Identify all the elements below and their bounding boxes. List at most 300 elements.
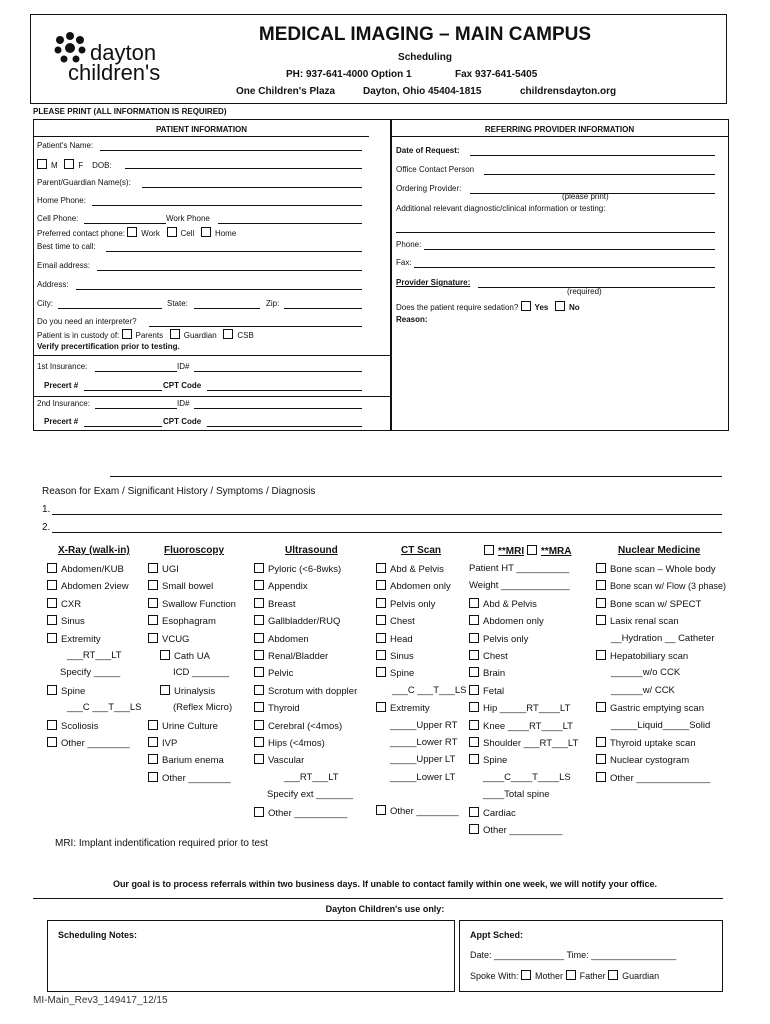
ultrasound-option[interactable] xyxy=(254,598,295,610)
father-checkbox[interactable] xyxy=(566,970,576,980)
interpreter-field[interactable] xyxy=(149,326,362,327)
xray-option-label: Spine xyxy=(61,685,86,697)
fluoro-option[interactable] xyxy=(148,737,177,749)
ultrasound-option[interactable] xyxy=(254,685,357,697)
fluoro-option-label: UGI xyxy=(162,564,179,575)
ultrasound-checkbox[interactable] xyxy=(254,633,264,643)
ct-option-label: Pelvis only xyxy=(390,598,436,610)
reason-2-field[interactable] xyxy=(52,532,722,533)
mri-checkbox[interactable] xyxy=(469,685,479,695)
mri-option[interactable] xyxy=(469,807,516,819)
mri-option[interactable] xyxy=(469,702,570,714)
mri-checkbox[interactable] xyxy=(469,702,479,712)
ct-option[interactable] xyxy=(376,563,444,575)
fluoro-option[interactable] xyxy=(148,563,179,575)
xray-option[interactable] xyxy=(47,685,85,697)
reason-top-line[interactable] xyxy=(110,476,722,477)
reason-label: Reason: xyxy=(396,315,428,324)
additional-info-field[interactable] xyxy=(396,232,715,233)
mra-checkbox[interactable] xyxy=(527,545,537,555)
fluoro-option-label: (Reflex Micro) xyxy=(173,702,233,714)
mri-option-label: Patient HT __________ xyxy=(469,563,570,574)
nuclear-option[interactable] xyxy=(596,737,696,749)
reason-exam-heading: Reason for Exam / Significant History / Symptoms / Diagnosis xyxy=(42,486,316,497)
xray-checkbox[interactable] xyxy=(47,633,57,643)
ct-option-label: Abd & Pelvis xyxy=(390,564,444,575)
mother-checkbox[interactable] xyxy=(521,970,531,980)
zip-field[interactable] xyxy=(284,308,362,309)
reason-1-field[interactable] xyxy=(52,514,722,515)
mri-checkbox[interactable] xyxy=(469,633,479,643)
patient-name-field[interactable] xyxy=(100,150,362,151)
insurance-1-field[interactable] xyxy=(95,371,177,372)
nuclear-option[interactable] xyxy=(596,598,701,610)
mri-option-label: Chest xyxy=(483,651,508,662)
fluoro-option-label: IVP xyxy=(162,738,178,749)
nuclear-option-label: ______w/o CCK xyxy=(611,667,681,679)
nuclear-heading: Nuclear Medicine xyxy=(618,545,701,556)
work-phone-field[interactable] xyxy=(218,223,362,224)
xray-option-label: Specify _____ xyxy=(60,667,121,679)
f-checkbox[interactable] xyxy=(64,159,74,169)
nuclear-option-label: __Hydration __ Catheter xyxy=(611,632,715,644)
ultrasound-option[interactable] xyxy=(254,667,293,679)
verify-note: Verify precertification prior to testing. xyxy=(37,342,180,351)
id-2-label: ID# xyxy=(177,399,190,408)
nuclear-option[interactable] xyxy=(596,754,689,766)
mri-option[interactable] xyxy=(469,650,508,662)
date-request-label: Date of Request: xyxy=(396,146,460,155)
insurance-1-label: 1st Insurance: xyxy=(37,362,88,371)
mri-checkbox[interactable] xyxy=(469,807,479,817)
xray-option[interactable] xyxy=(47,580,129,592)
mri-option-label: Hip _____RT____LT xyxy=(483,703,571,715)
ultrasound-option-label: Abdomen xyxy=(268,633,309,645)
cpt-2-field[interactable] xyxy=(207,426,362,427)
spoke-with-row xyxy=(470,970,659,981)
nuclear-option[interactable] xyxy=(596,650,688,662)
nuclear-checkbox[interactable] xyxy=(596,615,606,625)
mri-note: MRI: Implant indentification required prior to test xyxy=(55,838,268,849)
sedation-no-checkbox[interactable] xyxy=(555,301,565,311)
guardian-option-label: Guardian xyxy=(183,331,217,340)
ultrasound-option-label: Breast xyxy=(268,598,296,610)
ct-heading: CT Scan xyxy=(401,545,442,556)
zip-label: Zip: xyxy=(266,299,280,308)
mri-checkbox[interactable] xyxy=(484,545,494,555)
xray-checkbox[interactable] xyxy=(47,580,57,590)
mri-checkbox[interactable] xyxy=(469,720,479,730)
dob-field[interactable] xyxy=(125,168,362,169)
dob-label: DOB: xyxy=(92,161,112,170)
office-contact-label: Office Contact Person xyxy=(396,165,475,174)
mri-option[interactable] xyxy=(469,633,528,645)
m-label: M xyxy=(51,161,58,170)
ultrasound-option[interactable] xyxy=(254,580,308,592)
ultrasound-checkbox[interactable] xyxy=(254,615,264,625)
ultrasound-checkbox[interactable] xyxy=(254,685,264,695)
address-field[interactable] xyxy=(76,289,362,290)
nuclear-option-label: Hepatobiliary scan xyxy=(610,651,689,662)
home-phone-field[interactable] xyxy=(92,205,362,206)
xray-option xyxy=(60,667,120,678)
no-label: No xyxy=(569,303,580,312)
xray-option[interactable] xyxy=(47,737,130,749)
xray-checkbox[interactable] xyxy=(47,615,57,625)
mri-checkbox[interactable] xyxy=(469,754,479,764)
xray-option-label: Sinus xyxy=(61,616,85,628)
xray-option[interactable] xyxy=(47,633,101,645)
ultrasound-option-label: Appendix xyxy=(268,581,308,593)
xray-checkbox[interactable] xyxy=(47,563,57,573)
xray-option-label: Abdomen 2view xyxy=(61,581,129,593)
fluoro-option-label: Other ________ xyxy=(162,772,231,784)
fluoro-option-label: Barium enema xyxy=(162,755,224,767)
ultrasound-checkbox[interactable] xyxy=(254,720,264,730)
interpreter-label: Do you need an interpreter? xyxy=(37,317,137,326)
mri-option xyxy=(483,772,571,783)
ultrasound-option-label: Gallbladder/RUQ xyxy=(268,616,341,628)
fluoro-option[interactable] xyxy=(148,580,213,592)
ultrasound-checkbox[interactable] xyxy=(254,754,264,764)
ct-option[interactable] xyxy=(376,633,413,645)
mri-option[interactable] xyxy=(469,737,578,749)
nuclear-option-label: Bone scan – Whole body xyxy=(610,564,716,575)
fluoro-option[interactable] xyxy=(148,615,216,627)
ultrasound-checkbox[interactable] xyxy=(254,807,264,817)
fluoro-option[interactable] xyxy=(148,772,231,784)
insurance-2-label: 2nd Insurance: xyxy=(37,399,90,408)
ct-checkbox[interactable] xyxy=(376,805,386,815)
nuclear-checkbox[interactable] xyxy=(596,598,606,608)
ct-option[interactable] xyxy=(376,702,430,714)
xray-option[interactable] xyxy=(47,615,85,627)
ct-option[interactable] xyxy=(376,650,414,662)
ultrasound-checkbox[interactable] xyxy=(254,667,264,677)
mri-option[interactable] xyxy=(469,667,505,679)
scheduling-notes-box[interactable] xyxy=(47,920,455,992)
preferred-label: Preferred contact phone: xyxy=(37,229,126,238)
insurance-2-field[interactable] xyxy=(95,408,177,409)
cpt-2-label: CPT Code xyxy=(163,417,202,426)
mri-checkbox[interactable] xyxy=(469,598,479,608)
custody-row xyxy=(37,329,254,340)
ultrasound-option[interactable] xyxy=(254,563,341,575)
ct-option[interactable] xyxy=(376,615,415,627)
ultrasound-option-label: Thyroid xyxy=(268,703,300,715)
mri-option[interactable] xyxy=(469,598,537,610)
nuclear-option xyxy=(611,667,680,678)
fluoro-checkbox[interactable] xyxy=(148,598,158,608)
fluoro-option-label: Small bowel xyxy=(162,581,214,593)
ultrasound-option[interactable] xyxy=(254,807,347,819)
ct-option xyxy=(390,737,457,748)
nuclear-option[interactable] xyxy=(596,563,716,575)
cpt-1-field[interactable] xyxy=(207,390,362,391)
ct-checkbox[interactable] xyxy=(376,702,386,712)
mri-option-label: ____C____T____LS xyxy=(483,771,571,783)
nuclear-option[interactable] xyxy=(596,615,679,627)
mri-option[interactable] xyxy=(469,720,573,732)
ultrasound-option xyxy=(267,789,353,800)
fluoro-option-label: Urine Culture xyxy=(162,720,218,732)
ct-option[interactable] xyxy=(376,598,435,610)
ct-checkbox[interactable] xyxy=(376,667,386,677)
xray-option xyxy=(67,702,141,713)
fluoro-option xyxy=(173,702,232,713)
mri-option[interactable] xyxy=(469,685,504,697)
xray-option-label: Extremity xyxy=(61,633,101,645)
mri-heading xyxy=(484,545,571,557)
provider-phone-label: Phone: xyxy=(396,240,422,249)
website: childrensdayton.org xyxy=(520,86,617,97)
appt-time-field[interactable]: Time: _________________ xyxy=(566,950,677,960)
date-request-field[interactable] xyxy=(470,155,715,156)
nuclear-option-label: Nuclear cystogram xyxy=(610,755,690,767)
mri-option[interactable] xyxy=(469,754,507,766)
page-title: MEDICAL IMAGING – MAIN CAMPUS xyxy=(258,24,592,45)
fluoro-option[interactable] xyxy=(148,598,236,610)
nuclear-option-label: _____Liquid_____Solid xyxy=(611,719,711,731)
id-2-field[interactable] xyxy=(194,408,362,409)
cell-checkbox[interactable] xyxy=(167,227,177,237)
mri-option-label: Knee ____RT____LT xyxy=(483,720,573,732)
appt-date-field[interactable]: Date: ______________ xyxy=(470,950,565,960)
guardian-field[interactable] xyxy=(142,187,362,188)
mri-checkbox[interactable] xyxy=(469,824,479,834)
ct-option-label: Other ________ xyxy=(390,805,459,817)
nuclear-option-label: Thyroid uptake scan xyxy=(610,738,696,749)
provider-phone-field[interactable] xyxy=(424,249,715,250)
nuclear-option[interactable] xyxy=(596,772,710,784)
ct-checkbox[interactable] xyxy=(376,580,386,590)
nuclear-checkbox[interactable] xyxy=(596,580,606,590)
fluoro-option[interactable] xyxy=(160,650,210,662)
reason-1-label: 1. xyxy=(42,504,51,515)
xray-option-label: ___C ___T___LS xyxy=(67,702,142,714)
mri-option-label: Shoulder ___RT___LT xyxy=(483,738,579,749)
fluoro-checkbox[interactable] xyxy=(148,754,158,764)
nuclear-checkbox[interactable] xyxy=(596,772,606,782)
fluoro-checkbox[interactable] xyxy=(148,563,158,573)
nuclear-option-label: ______w/ CCK xyxy=(611,684,675,696)
ultrasound-checkbox[interactable] xyxy=(254,563,264,573)
divider xyxy=(33,898,723,899)
fluoro-checkbox[interactable] xyxy=(160,650,170,660)
xray-option[interactable] xyxy=(47,563,124,575)
mri-option[interactable] xyxy=(469,615,544,627)
guardian-sched-checkbox[interactable] xyxy=(608,970,618,980)
mri-option xyxy=(469,563,569,574)
mri-checkbox[interactable] xyxy=(469,615,479,625)
ultrasound-option-label: Cerebral (<4mos) xyxy=(268,720,343,732)
ultrasound-checkbox[interactable] xyxy=(254,580,264,590)
mri-option-label: ____Total spine xyxy=(483,789,550,801)
fluoro-option-label: Swallow Function xyxy=(162,598,236,610)
nuclear-option-label: Other ______________ xyxy=(610,772,711,784)
appt-date[interactable] xyxy=(470,950,676,960)
ultrasound-option[interactable] xyxy=(254,615,340,627)
ct-option[interactable] xyxy=(376,805,459,817)
precert-1-label: Precert # xyxy=(44,381,79,390)
id-1-field[interactable] xyxy=(194,371,362,372)
best-time-field[interactable] xyxy=(106,251,362,252)
ultrasound-checkbox[interactable] xyxy=(254,702,264,712)
ct-checkbox[interactable] xyxy=(376,598,386,608)
ct-option-label: _____Lower LT xyxy=(390,771,456,783)
mri-option-label: Abd & Pelvis xyxy=(483,598,537,610)
office-contact-field[interactable] xyxy=(484,174,715,175)
reason-2-label: 2. xyxy=(42,522,51,533)
home-phone-label: Home Phone: xyxy=(37,196,86,205)
custody-label: Patient is in custody of: xyxy=(37,331,120,340)
ultrasound-option xyxy=(284,772,339,783)
ultrasound-checkbox[interactable] xyxy=(254,737,264,747)
mri-option xyxy=(469,580,570,591)
ct-option-label: Sinus xyxy=(390,651,414,662)
ultrasound-option-label: ___RT___LT xyxy=(284,771,339,783)
xray-checkbox[interactable] xyxy=(47,737,57,747)
mri-label: **MRI xyxy=(498,546,525,557)
ultrasound-option[interactable] xyxy=(254,720,342,732)
guardian-checkbox[interactable] xyxy=(170,329,180,339)
fluoro-option[interactable] xyxy=(148,633,189,645)
xray-checkbox[interactable] xyxy=(47,598,57,608)
subtitle: Scheduling xyxy=(398,52,452,63)
mra-label: **MRA xyxy=(540,546,572,557)
logo-text-dayton: dayton xyxy=(90,40,157,65)
home-label: Home xyxy=(214,229,237,238)
parents-checkbox[interactable] xyxy=(122,329,132,339)
precert-1-field[interactable] xyxy=(84,390,162,391)
xray-option[interactable] xyxy=(47,598,81,610)
city-field[interactable] xyxy=(58,308,162,309)
mri-checkbox[interactable] xyxy=(469,667,479,677)
nuclear-checkbox[interactable] xyxy=(596,754,606,764)
provider-fax-field[interactable] xyxy=(414,267,715,268)
ultrasound-option[interactable] xyxy=(254,633,309,645)
ct-checkbox[interactable] xyxy=(376,633,386,643)
ct-option-label: ___C ___T___LS xyxy=(392,684,467,696)
ultrasound-option[interactable] xyxy=(254,737,325,749)
nuclear-checkbox[interactable] xyxy=(596,650,606,660)
nuclear-checkbox[interactable] xyxy=(596,563,606,573)
fluoro-checkbox[interactable] xyxy=(148,633,158,643)
provider-info-heading: REFERRING PROVIDER INFORMATION xyxy=(391,124,728,137)
csb-checkbox[interactable] xyxy=(223,329,233,339)
fluoro-option-label: Urinalysis xyxy=(174,685,216,697)
father-label: Father xyxy=(579,971,606,981)
please-print-note: (please print) xyxy=(562,192,609,201)
fluoro-option[interactable] xyxy=(160,685,215,697)
work-checkbox[interactable] xyxy=(127,227,137,237)
xray-checkbox[interactable] xyxy=(47,720,57,730)
xray-option[interactable] xyxy=(47,720,99,732)
m-checkbox[interactable] xyxy=(37,159,47,169)
state-field[interactable] xyxy=(194,308,260,309)
ultrasound-option[interactable] xyxy=(254,702,300,714)
address-label: Address: xyxy=(37,280,69,289)
mri-checkbox[interactable] xyxy=(469,650,479,660)
mri-option-label: Other __________ xyxy=(483,825,563,836)
fluoro-checkbox[interactable] xyxy=(148,772,158,782)
nuclear-option-label: Bone scan w/ Flow (3 phase) xyxy=(610,581,727,592)
ultrasound-option-label: Pelvic xyxy=(268,668,294,680)
ultrasound-checkbox[interactable] xyxy=(254,598,264,608)
fluoro-option[interactable] xyxy=(148,754,224,766)
work-label: Work xyxy=(141,229,160,238)
patient-info-heading: PATIENT INFORMATION xyxy=(34,124,369,137)
ordering-provider-label: Ordering Provider: xyxy=(396,184,462,193)
nuclear-checkbox[interactable] xyxy=(596,702,606,712)
ultrasound-option-label: Pyloric (<6-8wks) xyxy=(268,564,342,575)
xray-option-label: Abdomen/KUB xyxy=(61,564,124,575)
nuclear-checkbox[interactable] xyxy=(596,737,606,747)
ct-option-label: Head xyxy=(390,633,413,645)
mri-checkbox[interactable] xyxy=(469,737,479,747)
fluoro-checkbox[interactable] xyxy=(148,615,158,625)
print-notice: PLEASE PRINT (ALL INFORMATION IS REQUIRED) xyxy=(33,107,227,116)
provider-fax-label: Fax: xyxy=(396,258,412,267)
ct-option-label: _____Upper RT xyxy=(390,719,458,731)
required-note: (required) xyxy=(567,287,602,296)
home-checkbox[interactable] xyxy=(201,227,211,237)
ct-option[interactable] xyxy=(376,667,414,679)
xray-checkbox[interactable] xyxy=(47,685,57,695)
fluoro-option[interactable] xyxy=(148,720,218,732)
fluoro-checkbox[interactable] xyxy=(148,720,158,730)
ultrasound-option-label: Specify ext _______ xyxy=(267,789,354,801)
ct-option[interactable] xyxy=(376,580,451,592)
mri-option[interactable] xyxy=(469,824,562,836)
fluoro-option-label: ICD _______ xyxy=(173,667,229,679)
nuclear-option xyxy=(611,685,675,696)
nuclear-option[interactable] xyxy=(596,580,726,591)
nuclear-option[interactable] xyxy=(596,702,704,714)
scheduling-notes-label: Scheduling Notes: xyxy=(58,930,138,940)
ultrasound-option-label: Scrotum with doppler xyxy=(268,685,358,697)
ct-checkbox[interactable] xyxy=(376,650,386,660)
fluoro-checkbox[interactable] xyxy=(160,685,170,695)
email-field[interactable] xyxy=(97,270,362,271)
fluoro-option xyxy=(173,667,229,678)
sedation-yes-checkbox[interactable] xyxy=(521,301,531,311)
additional-info-label: Additional relevant diagnostic/clinical information or testing: xyxy=(396,204,606,213)
cell-phone-field[interactable] xyxy=(84,223,166,224)
address: One Children's Plaza xyxy=(236,86,336,97)
fluoro-checkbox[interactable] xyxy=(148,737,158,747)
ct-option-label: Extremity xyxy=(390,703,430,715)
fax: Fax 937-641-5405 xyxy=(455,69,538,80)
ct-checkbox[interactable] xyxy=(376,563,386,573)
ultrasound-checkbox[interactable] xyxy=(254,650,264,660)
ct-option xyxy=(390,754,455,765)
ultrasound-option[interactable] xyxy=(254,650,328,662)
mri-option-label: Abdomen only xyxy=(483,616,544,628)
fluoro-heading: Fluoroscopy xyxy=(164,545,225,556)
patient-name-label: Patient's Name: xyxy=(37,141,94,150)
fluoro-option-label: Esophagram xyxy=(162,616,216,628)
cell-phone-label: Cell Phone: xyxy=(37,214,79,223)
guardian-label: Parent/Guardian Name(s): xyxy=(37,178,131,187)
ct-checkbox[interactable] xyxy=(376,615,386,625)
nuclear-option xyxy=(611,720,710,731)
precert-2-field[interactable] xyxy=(84,426,162,427)
ultrasound-option[interactable] xyxy=(254,754,304,766)
fluoro-checkbox[interactable] xyxy=(148,580,158,590)
ct-option-label: Spine xyxy=(390,668,415,680)
mri-option-label: Brain xyxy=(483,668,506,680)
